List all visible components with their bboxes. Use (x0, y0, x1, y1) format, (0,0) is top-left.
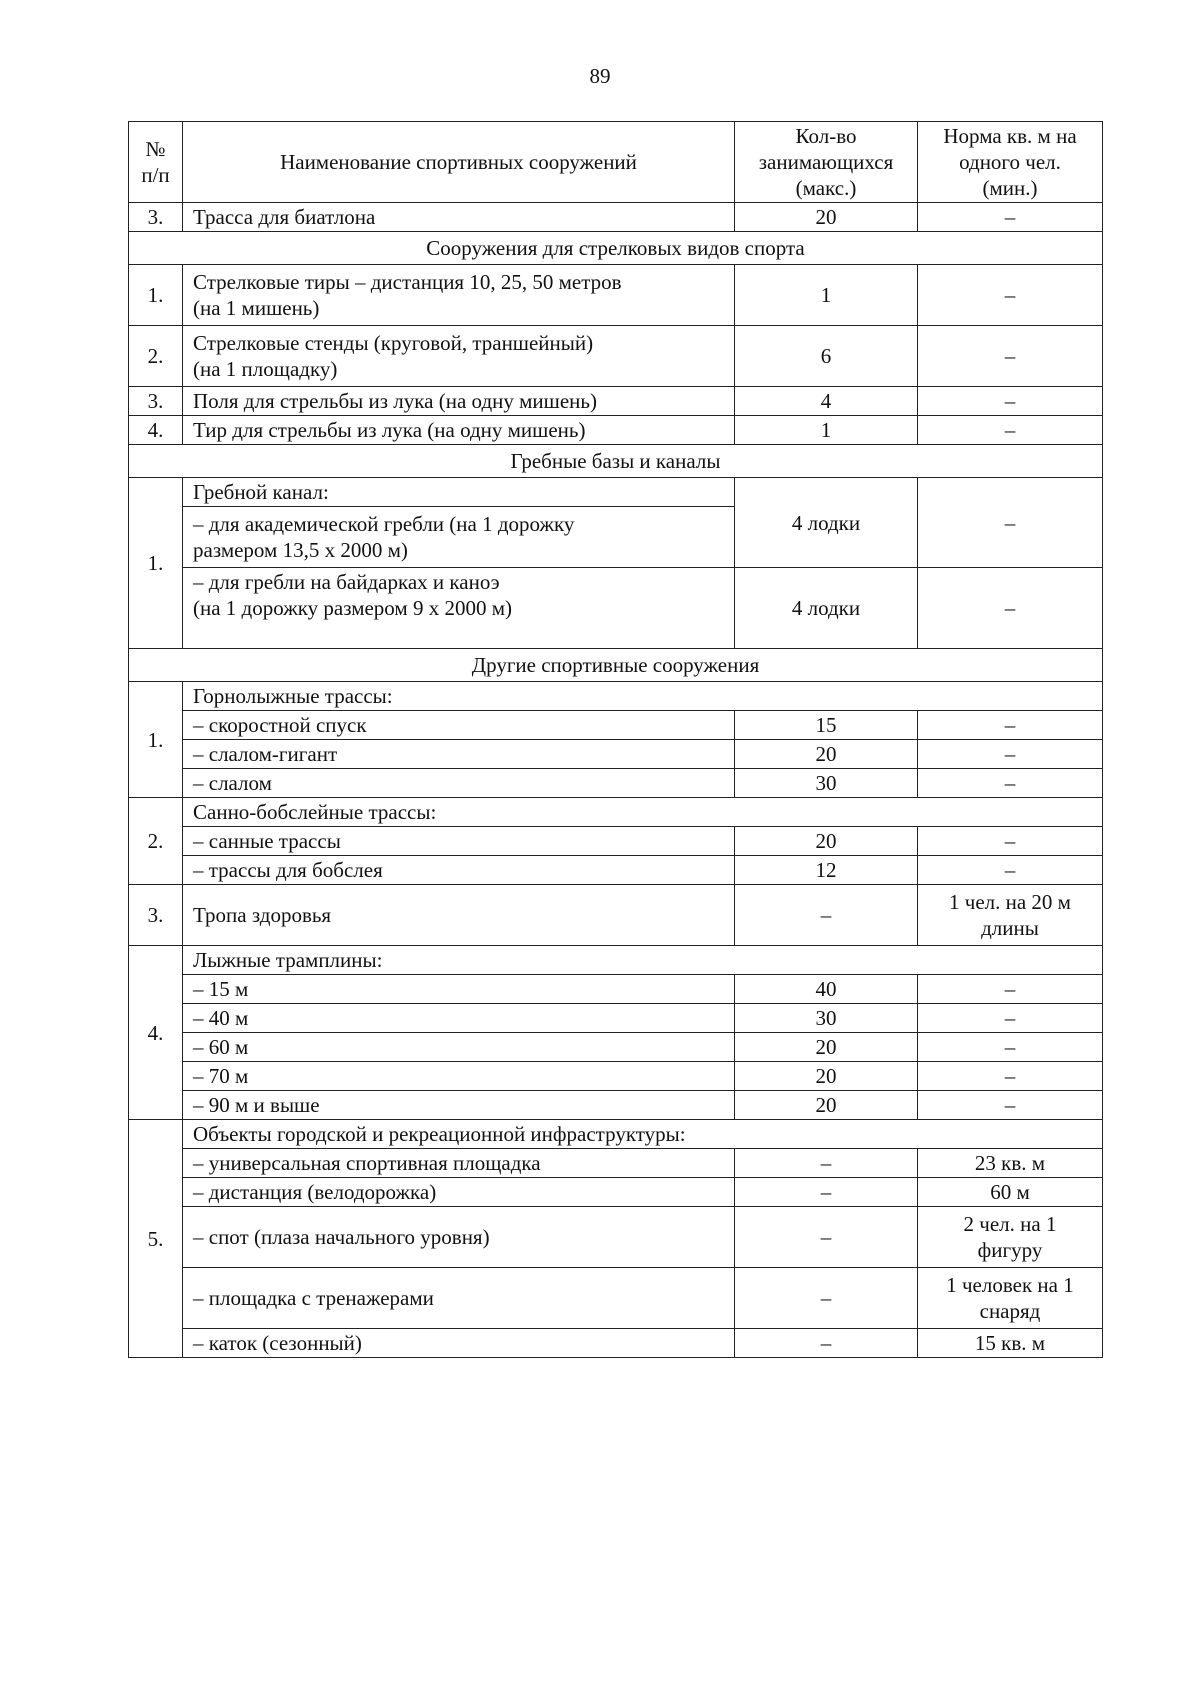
row-name: – площадка с тренажерами (183, 1268, 735, 1329)
row-norm: – (918, 1062, 1103, 1091)
header-num: № п/п (129, 122, 183, 203)
row-norm: – (918, 1004, 1103, 1033)
row-norm: – (918, 568, 1103, 649)
section-title-shooting: Сооружения для стрелковых видов спорта (129, 232, 1103, 265)
row-norm: 60 м (918, 1178, 1103, 1207)
row-count: 40 (735, 975, 918, 1004)
row-name: – спот (плаза начального уровня) (183, 1207, 735, 1268)
row-count: 1 (735, 416, 918, 445)
row-count: 20 (735, 740, 918, 769)
row-count: 20 (735, 1091, 918, 1120)
row-count: 20 (735, 1062, 918, 1091)
row-name: – слалом-гигант (183, 740, 735, 769)
row-name: Трасса для биатлона (183, 203, 735, 232)
row-norm: – (918, 203, 1103, 232)
row-count: 1 (735, 265, 918, 326)
header-norm: Норма кв. м на одного чел. (мин.) (918, 122, 1103, 203)
table-row (129, 1004, 1103, 1033)
row-norm: – (918, 387, 1103, 416)
table-row (129, 1091, 1103, 1120)
row-name: – скоростной спуск (183, 711, 735, 740)
row-count: 4 лодки (735, 568, 918, 649)
row-norm: – (918, 856, 1103, 885)
row-count: – (735, 1149, 918, 1178)
row-norm: – (918, 326, 1103, 387)
table-row (129, 1329, 1103, 1358)
header-name: Наименование спортивных сооружений (183, 122, 735, 203)
table-row (129, 682, 1103, 711)
row-norm: – (918, 265, 1103, 326)
row-name: Тир для стрельбы из лука (на одну мишень) (183, 416, 735, 445)
row-num: 5. (129, 1120, 183, 1358)
header-count: Кол-во занимающихся (макс.) (735, 122, 918, 203)
table-row (129, 827, 1103, 856)
section-title-rowing: Гребные базы и каналы (129, 445, 1103, 478)
sports-facilities-table (128, 121, 1103, 1358)
row-name: – универсальная спортивная площадка (183, 1149, 735, 1178)
row-num: 3. (129, 885, 183, 946)
group-title: Санно-бобслейные трассы: (183, 798, 1103, 827)
row-count: 20 (735, 827, 918, 856)
group-title: Лыжные трамплины: (183, 946, 1103, 975)
row-norm: 15 кв. м (918, 1329, 1103, 1358)
row-count: 6 (735, 326, 918, 387)
row-count: 30 (735, 769, 918, 798)
row-count: 12 (735, 856, 918, 885)
table-row (129, 1033, 1103, 1062)
page-number: 89 (589, 64, 611, 88)
table-row (129, 1149, 1103, 1178)
row-count: – (735, 1178, 918, 1207)
table-row (129, 1268, 1103, 1329)
row-name: – 70 м (183, 1062, 735, 1091)
row-name: – для гребли на байдарках и каноэ (на 1 дорожку размером 9 х 2000 м) (183, 568, 735, 649)
row-norm: 1 человек на 1 снаряд (918, 1268, 1103, 1329)
row-num: 3. (129, 203, 183, 232)
row-count: 20 (735, 1033, 918, 1062)
table-row (129, 975, 1103, 1004)
row-name: – санные трассы (183, 827, 735, 856)
table-row (129, 946, 1103, 975)
row-norm: – (918, 740, 1103, 769)
row-num: 2. (129, 326, 183, 387)
row-norm: – (918, 478, 1103, 568)
table-row (129, 856, 1103, 885)
row-norm: – (918, 827, 1103, 856)
row-count: – (735, 1207, 918, 1268)
table-row (129, 1207, 1103, 1268)
table-row (129, 203, 1103, 232)
row-norm: – (918, 711, 1103, 740)
row-name: – трассы для бобслея (183, 856, 735, 885)
table-row (129, 740, 1103, 769)
table-row (129, 387, 1103, 416)
row-num: 1. (129, 682, 183, 798)
row-num: 4. (129, 416, 183, 445)
row-name: – каток (сезонный) (183, 1329, 735, 1358)
row-norm: – (918, 1033, 1103, 1062)
row-name: – для академической гребли (на 1 дорожку размером 13,5 х 2000 м) (183, 507, 735, 568)
table-row (129, 568, 1103, 649)
table-row (129, 798, 1103, 827)
row-count: – (735, 885, 918, 946)
row-norm: 2 чел. на 1 фигуру (918, 1207, 1103, 1268)
row-name: – дистанция (велодорожка) (183, 1178, 735, 1207)
table-row (129, 711, 1103, 740)
row-count: 4 (735, 387, 918, 416)
row-num: 3. (129, 387, 183, 416)
row-count: – (735, 1268, 918, 1329)
row-num: 1. (129, 265, 183, 326)
table-row (129, 265, 1103, 326)
row-num: 2. (129, 798, 183, 885)
table-row (129, 769, 1103, 798)
row-norm: – (918, 416, 1103, 445)
group-title: Гребной канал: (183, 478, 735, 507)
row-count: 15 (735, 711, 918, 740)
table-row (129, 885, 1103, 946)
table-row (129, 326, 1103, 387)
table-row (129, 416, 1103, 445)
table-row (129, 1178, 1103, 1207)
row-norm: – (918, 1091, 1103, 1120)
row-name: – слалом (183, 769, 735, 798)
row-count: – (735, 1329, 918, 1358)
row-norm: – (918, 975, 1103, 1004)
row-name: – 90 м и выше (183, 1091, 735, 1120)
table-row (129, 1062, 1103, 1091)
row-norm: 23 кв. м (918, 1149, 1103, 1178)
table-row (129, 478, 1103, 507)
row-norm: 1 чел. на 20 м длины (918, 885, 1103, 946)
row-num: 4. (129, 946, 183, 1120)
row-name: – 15 м (183, 975, 735, 1004)
row-name: Поля для стрельбы из лука (на одну мишень) (183, 387, 735, 416)
row-name: – 40 м (183, 1004, 735, 1033)
row-name: Стрелковые тиры – дистанция 10, 25, 50 метров (на 1 мишень) (183, 265, 735, 326)
group-title: Объекты городской и рекреационной инфраструктуры: (183, 1120, 1103, 1149)
header-row (129, 122, 1103, 203)
row-name: Тропа здоровья (183, 885, 735, 946)
row-num: 1. (129, 478, 183, 649)
row-name: Стрелковые стенды (круговой, траншейный) (на 1 площадку) (183, 326, 735, 387)
group-title: Горнолыжные трассы: (183, 682, 1103, 711)
row-name: – 60 м (183, 1033, 735, 1062)
section-title-other: Другие спортивные сооружения (129, 649, 1103, 682)
row-count: 4 лодки (735, 478, 918, 568)
row-count: 20 (735, 203, 918, 232)
row-count: 30 (735, 1004, 918, 1033)
row-norm: – (918, 769, 1103, 798)
table-row (129, 1120, 1103, 1149)
